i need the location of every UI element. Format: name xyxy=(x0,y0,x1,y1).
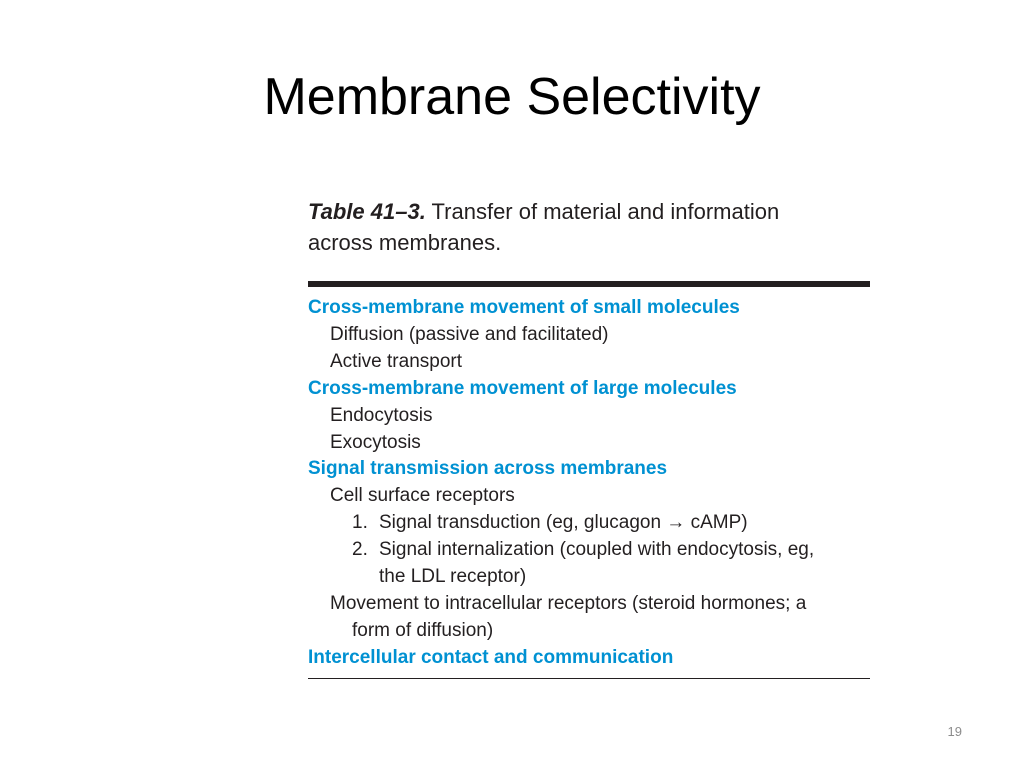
table-section-heading xyxy=(308,456,870,483)
row-text: Exocytosis xyxy=(330,431,421,453)
table-caption-label: Table 41–3. xyxy=(308,199,426,224)
table-section-heading xyxy=(308,295,870,322)
row-number: 1. xyxy=(352,512,368,534)
table-section-heading xyxy=(308,376,870,403)
row-text: form of diffusion) xyxy=(352,619,494,641)
table-row xyxy=(308,322,870,349)
row-text: Signal transmission across membranes xyxy=(308,458,668,480)
row-number: 2. xyxy=(352,539,368,561)
table-bottom-rule xyxy=(308,678,870,680)
table-row-continued xyxy=(308,618,870,645)
row-text: Cross-membrane movement of small molecules xyxy=(308,297,740,318)
table-top-rule xyxy=(308,281,870,287)
row-text: Cell surface receptors xyxy=(330,485,515,507)
table-row xyxy=(308,403,870,430)
table-caption-line2: across membranes. xyxy=(308,230,502,255)
row-text: Active transport xyxy=(330,350,462,372)
table-row-numbered xyxy=(308,510,870,537)
row-text: Intercellular contact and communication xyxy=(308,646,674,668)
row-text: Signal internalization (coupled with endocytosis, eg, xyxy=(379,539,815,561)
slide-number: 19 xyxy=(947,724,962,739)
row-text: Movement to intracellular receptors (steroid hormones; a xyxy=(330,592,807,614)
row-text: Endocytosis xyxy=(330,404,433,426)
table-row xyxy=(308,430,870,457)
table-caption-line1: Transfer of material and information xyxy=(431,199,780,224)
table-figure xyxy=(308,196,870,679)
row-text: Diffusion (passive and facilitated) xyxy=(330,323,609,345)
row-text: Signal transduction (eg, glucagon → cAMP) xyxy=(379,512,748,534)
table-section-heading xyxy=(308,645,870,672)
table-row xyxy=(308,349,870,376)
table-row-continued xyxy=(308,564,870,591)
table-row xyxy=(308,483,870,510)
slide-title: Membrane Selectivity xyxy=(263,68,761,126)
row-text: the LDL receptor) xyxy=(379,566,527,588)
table-row xyxy=(308,591,870,618)
table-row-numbered xyxy=(308,537,870,564)
table-caption xyxy=(308,196,870,258)
row-text: Cross-membrane movement of large molecules xyxy=(308,377,737,399)
table-body xyxy=(308,295,870,672)
